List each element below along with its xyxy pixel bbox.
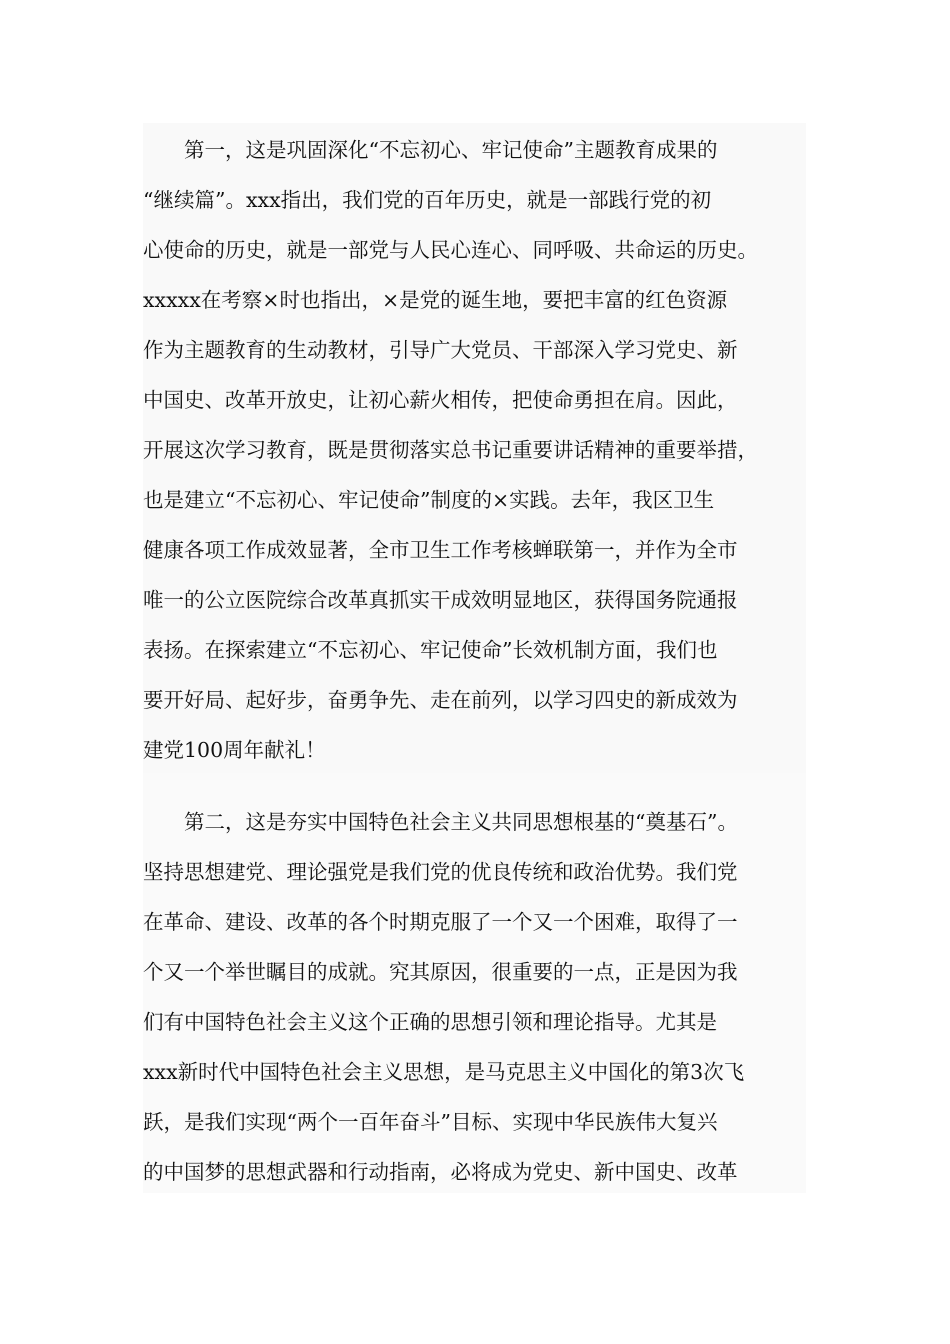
paragraph-2-line-5: 们有中国特色社会主义这个正确的思想引领和理论指导。尤其是	[143, 1010, 717, 1034]
paragraph-2-line-6: xxx新时代中国特色社会主义思想，是马克思主义中国化的第3次飞	[143, 1060, 745, 1084]
paragraph-1-line-1: 第一，这是巩固深化“不忘初心、牢记使命”主题教育成果的	[143, 138, 718, 162]
paragraph-1-line-8: 也是建立“不忘初心、牢记使命”制度的×实践。去年，我区卫生	[143, 488, 715, 512]
paragraph-2-line-4: 个又一个举世瞩目的成就。究其原因，很重要的一点，正是因为我	[143, 960, 738, 984]
paragraph-1-line-10: 唯一的公立医院综合改革真抓实干成效明显地区，获得国务院通报	[143, 588, 738, 612]
paragraph-1-line-13: 建党100周年献礼！	[143, 738, 326, 762]
paragraph-2-line-3: 在革命、建设、改革的各个时期克服了一个又一个困难，取得了一	[143, 910, 738, 934]
paragraph-1-line-11: 表扬。在探索建立“不忘初心、牢记使命”长效机制方面，我们也	[143, 638, 718, 662]
paragraph-2-line-7: 跃，是我们实现“两个一百年奋斗”目标、实现中华民族伟大复兴	[143, 1110, 718, 1134]
paragraph-1-line-9: 健康各项工作成效显著，全市卫生工作考核蝉联第一，并作为全市	[143, 538, 738, 562]
paragraph-1-line-4: xxxxx在考察×时也指出，×是党的诞生地，要把丰富的红色资源	[143, 288, 728, 312]
paragraph-1-line-2: “继续篇”。xxx指出，我们党的百年历史，就是一部践行党的初	[143, 188, 712, 212]
paragraph-1-line-7: 开展这次学习教育，既是贯彻落实总书记重要讲话精神的重要举措，	[143, 438, 758, 462]
paragraph-2-line-2: 坚持思想建党、理论强党是我们党的优良传统和政治优势。我们党	[143, 860, 738, 884]
paragraph-2-line-1: 第二，这是夯实中国特色社会主义共同思想根基的“奠基石”。	[143, 810, 738, 834]
paragraph-1-line-6: 中国史、改革开放史，让初心薪火相传，把使命勇担在肩。因此，	[143, 388, 738, 412]
paragraph-1-line-3: 心使命的历史，就是一部党与人民心连心、同呼吸、共命运的历史。	[143, 238, 758, 262]
paragraph-1-line-5: 作为主题教育的生动教材，引导广大党员、干部深入学习党史、新	[143, 338, 738, 362]
paragraph-2-line-8: 的中国梦的思想武器和行动指南，必将成为党史、新中国史、改革	[143, 1160, 738, 1184]
paragraph-1-line-12: 要开好局、起好步，奋勇争先、走在前列，以学习四史的新成效为	[143, 688, 738, 712]
